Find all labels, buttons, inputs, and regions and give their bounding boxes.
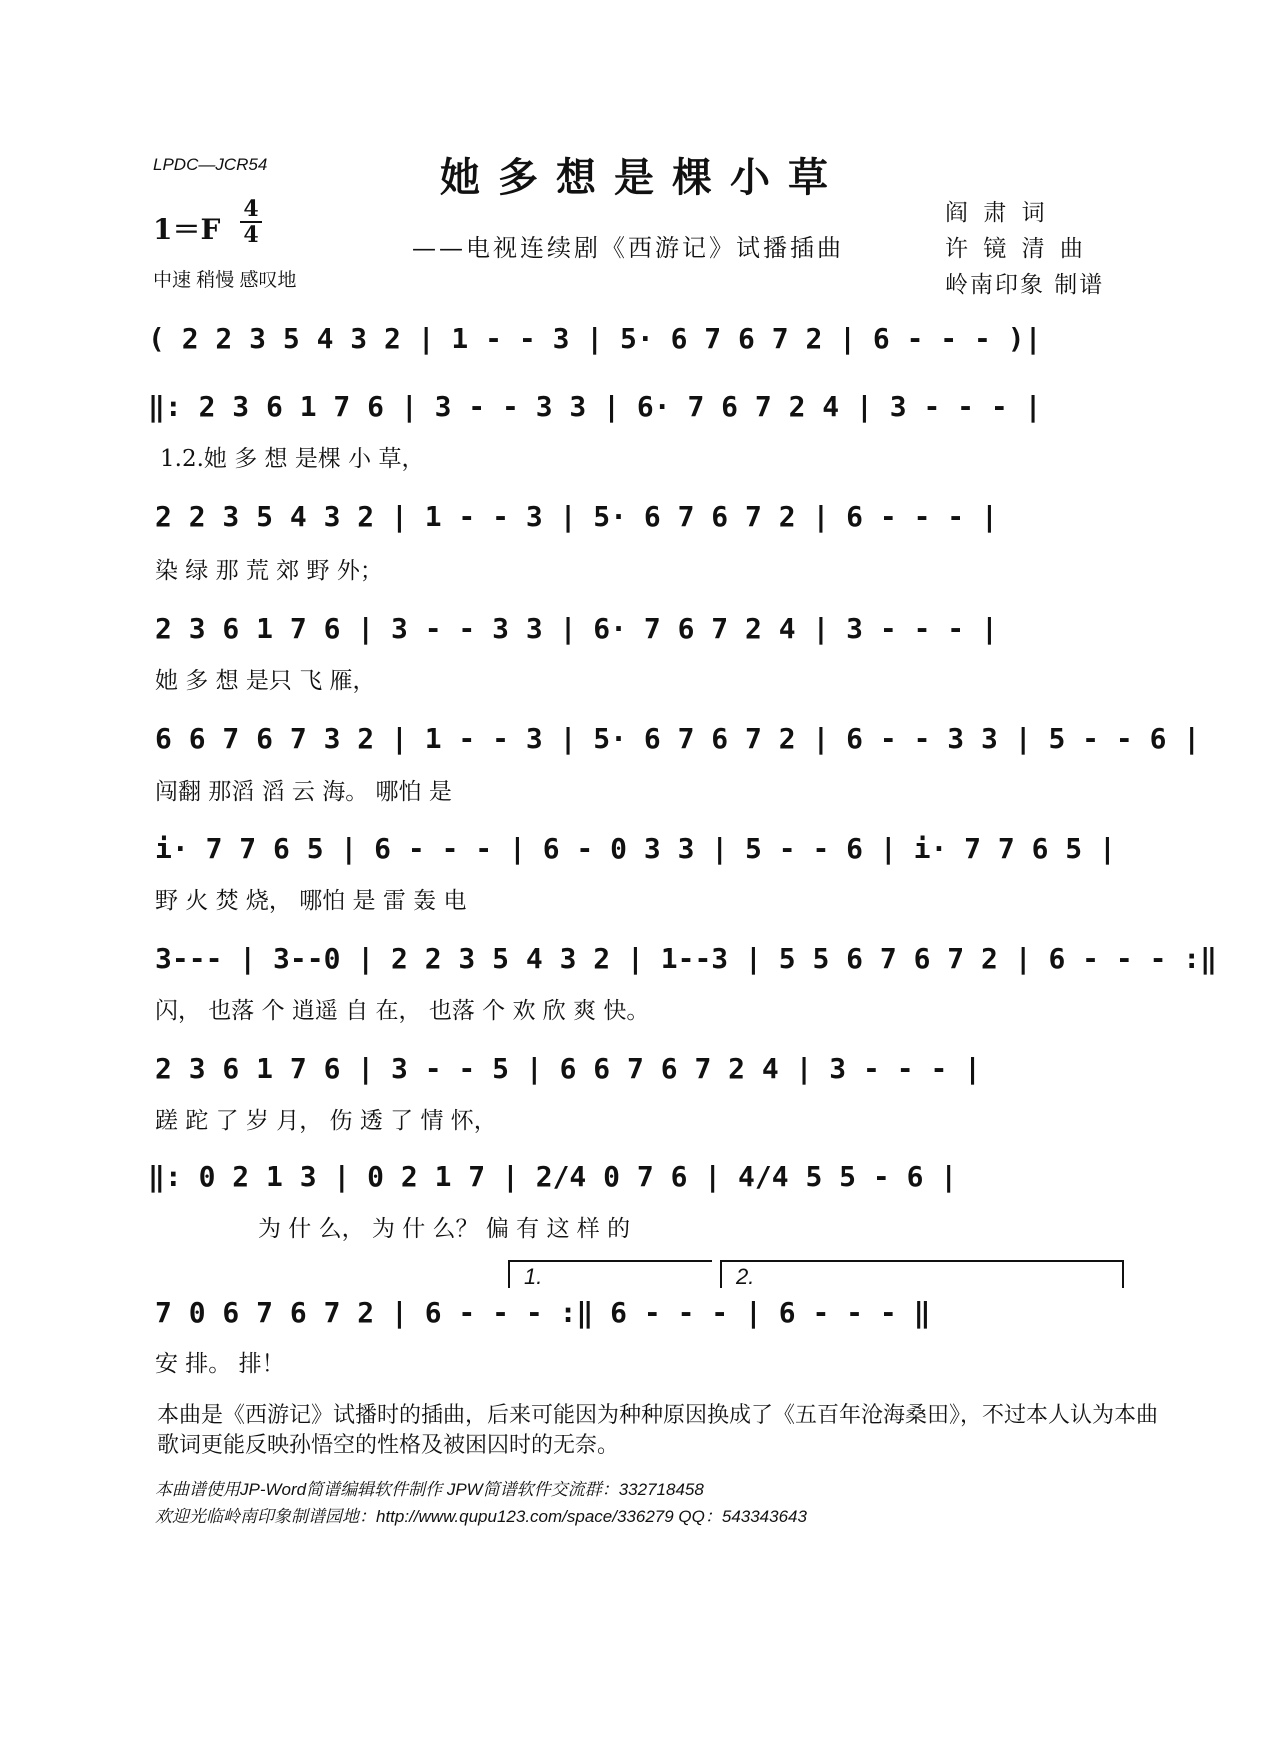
row-6-lyrics: 野 火 焚 烧， 哪怕 是 雷 轰 电 [155,888,467,914]
row-10-lyrics: 安 排。 排！ [155,1351,285,1377]
lyricist-credit: 阎 肃 词 [945,200,1049,226]
score-code: LPDC—JCR54 [153,155,268,174]
row-5-notes: 6 6 7 6 7 3 2 | 1 - - 3 | 5· 6 7 6 7 2 | 6 - - 3 3 | 5 - - 6 | [155,722,1201,755]
row-9-notes: ‖: 0 2 1 3 | 0 2 1 7 | 2/4 0 7 6 | 4/4 5 5 - 6 | [148,1160,958,1193]
volta-2-label: 2. [736,1264,755,1289]
row-3-notes: 2 2 3 5 4 3 2 | 1 - - 3 | 5· 6 7 6 7 2 | 6 - - - | [155,500,998,533]
row-8-notes: 2 3 6 1 7 6 | 3 - - 5 | 6 6 7 6 7 2 4 | 3 - - - | [155,1052,982,1085]
row-9-lyrics: 为 什 么， 为 什 么？ 偏 有 这 样 的 [258,1216,631,1242]
volta-1-bracket [508,1260,712,1288]
description-line-2: 歌词更能反映孙悟空的性格及被困囚时的无奈。 [157,1432,620,1457]
row-4-lyrics: 她 多 想 是只 飞 雁， [155,668,376,694]
row-3-lyrics: 染 绿 那 荒 郊 野 外； [155,558,383,584]
composer-credit: 许 镜 清 曲 [945,236,1087,262]
tempo-marking: 中速 稍慢 感叹地 [153,270,297,291]
time-bottom: 4 [243,222,259,248]
row-1-notes: ( 2 2 3 5 4 3 2 | 1 - - 3 | 5· 6 7 6 7 2 | 6 - - - )| [148,322,1042,355]
arranger-credit: 岭南印象 制谱 [945,272,1105,298]
row-8-lyrics: 蹉 跎 了 岁 月， 伤 透 了 情 怀， [155,1108,497,1134]
row-6-notes: i· 7 7 6 5 | 6 - - - | 6 - 0 3 3 | 5 - - 6 | i· 7 7 6 5 | [155,832,1116,865]
row-2-notes: ‖: 2 3 6 1 7 6 | 3 - - 3 3 | 6· 7 6 7 2 4 | 3 - - - | [148,390,1042,423]
song-subtitle: ——电视连续剧《西游记》试播插曲 [412,234,844,262]
description-line-1: 本曲是《西游记》试播时的插曲，后来可能因为种种原因换成了《五百年沧海桑田》，不过本人认为本曲 [157,1402,1159,1427]
row-5-lyrics: 闯翻 那滔 滔 云 海。 哪怕 是 [155,779,452,805]
row-7-lyrics: 闪， 也落 个 逍遥 自 在， 也落 个 欢 欣 爽 快。 [155,998,650,1024]
row-4-notes: 2 3 6 1 7 6 | 3 - - 3 3 | 6· 7 6 7 2 4 | 3 - - - | [155,612,998,645]
row-2-lyrics: 1.2.她 多 想 是棵 小 草， [160,446,425,472]
time-top: 4 [243,196,259,222]
footer-website: 欢迎光临岭南印象制谱园地：http://www.qupu123.com/space/336279 QQ：543343643 [155,1507,807,1526]
volta-2-bracket [720,1260,1124,1288]
key-signature: 1＝F [153,213,221,246]
volta-1-label: 1. [524,1264,543,1289]
row-7-notes: 3--- | 3--0 | 2 2 3 5 4 3 2 | 1--3 | 5 5 6 7 6 7 2 | 6 - - - :‖ [155,942,1218,975]
row-10-notes: 7 0 6 7 6 7 2 | 6 - - - :‖ 6 - - - | 6 - - - ‖ [155,1296,931,1329]
time-signature [240,198,262,246]
song-title: 她多想是棵小草 [440,154,846,201]
footer-software: 本曲谱使用JP-Word简谱编辑软件制作 JPW简谱软件交流群：332718458 [155,1480,704,1499]
